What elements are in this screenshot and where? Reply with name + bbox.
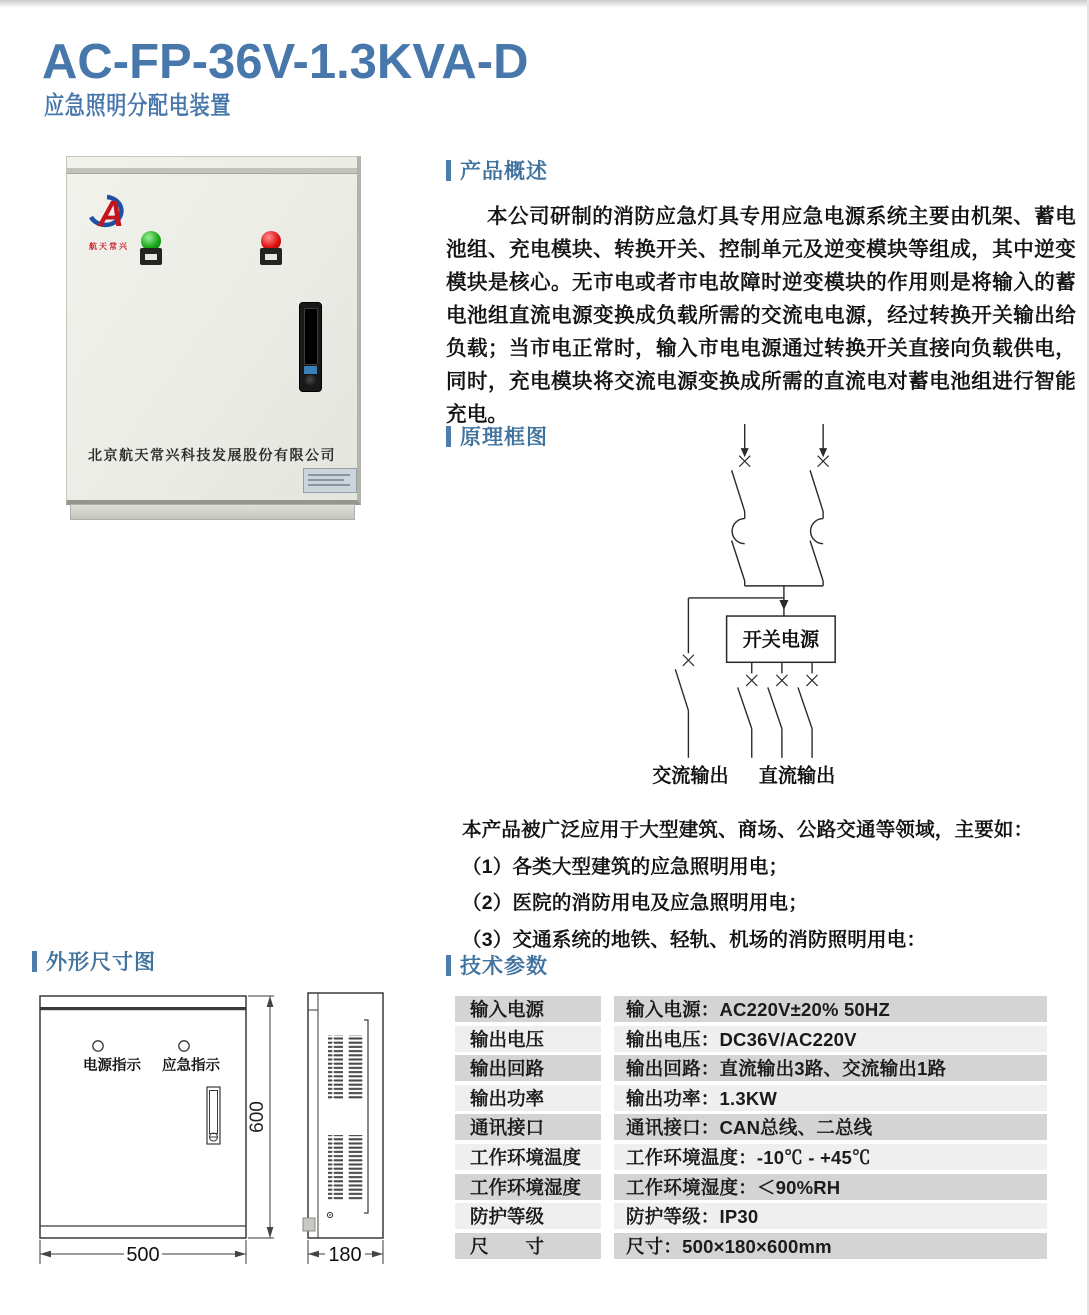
application-block [462, 812, 1047, 958]
spec-value: 输出功率：1.3KW [614, 1085, 1047, 1111]
switching-power-box-label: 开关电源 [742, 630, 820, 652]
section-bar [446, 426, 451, 447]
door-handle [299, 302, 322, 392]
principle-block-diagram [618, 421, 980, 793]
application-intro: 本产品被广泛应用于大型建筑、商场、公路交通等领域，主要如： [462, 819, 1034, 841]
nameplate-line [308, 484, 350, 486]
brand-logo-text: 航天常兴 [89, 242, 129, 251]
diagram-section-header [446, 421, 548, 451]
application-item: （3）交通系统的地铁、轻轨、机场的消防照明用电： [462, 928, 927, 951]
spec-row [455, 1144, 1047, 1170]
spec-name: 输出回路 [455, 1055, 601, 1081]
company-name-text: 北京航天常兴科技发展股份有限公司 [88, 449, 336, 464]
overview-section [446, 155, 1076, 431]
specs-section-header [446, 950, 548, 980]
spec-value: 通讯接口：CAN总线、二总线 [614, 1114, 1047, 1140]
product-model-title: AC-FP-36V-1.3KVA-D [42, 35, 529, 89]
spec-gap [601, 1144, 614, 1170]
spec-value: 输入电源：AC220V±20% 50HZ [614, 996, 1047, 1022]
power-indicator-label: 电源指示 [83, 1058, 141, 1074]
page-top-edge [0, 0, 1089, 8]
spec-value: 尺寸：500×180×600mm [614, 1233, 1047, 1259]
spec-row [455, 996, 1047, 1022]
section-title: 外形尺寸图 [46, 951, 156, 974]
product-photo [56, 152, 368, 526]
specs-table [455, 996, 1047, 1262]
diagram-section-header-wrap [446, 421, 548, 451]
spec-gap [601, 1085, 614, 1111]
spec-row [455, 1203, 1047, 1229]
svg-text:A: A [98, 193, 124, 234]
dimensions-section-header-wrap [32, 946, 156, 976]
section-bar [32, 951, 37, 972]
green-lamp-base [140, 248, 162, 265]
spec-row [455, 1114, 1047, 1140]
spec-row [455, 1055, 1047, 1081]
spec-row [455, 1085, 1047, 1111]
spec-gap [601, 1203, 614, 1229]
spec-gap [601, 1026, 614, 1052]
spec-gap [601, 1233, 614, 1259]
height-dimension-label: 600 [247, 1101, 268, 1133]
width-dimension-label: 500 [126, 1244, 160, 1266]
section-title: 产品概述 [460, 160, 548, 183]
spec-gap [601, 996, 614, 1022]
application-item: （2）医院的消防用电及应急照明用电； [462, 892, 808, 914]
section-bar [446, 955, 451, 976]
cabinet-front-panel [66, 156, 361, 505]
spec-name: 通讯接口 [455, 1114, 601, 1140]
emergency-indicator-label: 应急指示 [162, 1058, 220, 1074]
nameplate-label [303, 468, 357, 493]
spec-gap [601, 1055, 614, 1081]
spec-value: 输出回路：直流输出3路、交流输出1路 [614, 1055, 1047, 1081]
dc-output-label: 直流输出 [758, 765, 836, 787]
product-name-subtitle: 应急照明分配电装置 [44, 92, 232, 120]
side-view-drawing [288, 986, 413, 1284]
front-view-drawing [28, 986, 278, 1284]
red-lamp-tag [265, 254, 277, 260]
nameplate-line [308, 474, 350, 476]
spec-name: 工作环境湿度 [455, 1174, 601, 1200]
dimensions-section-header [32, 946, 156, 976]
spec-name: 工作环境温度 [455, 1144, 601, 1170]
application-item: （1）各类大型建筑的应急照明用电； [462, 855, 789, 878]
spec-name: 尺 寸 [455, 1233, 601, 1259]
spec-row [455, 1233, 1047, 1259]
brand-logo [83, 193, 135, 252]
green-lamp-tag [145, 254, 157, 260]
spec-name: 防护等级 [455, 1203, 601, 1229]
cabinet-top-strip [67, 168, 357, 174]
section-title: 技术参数 [460, 955, 548, 978]
specs-section-header-wrap [446, 950, 548, 980]
spec-name: 输出功率 [455, 1085, 601, 1111]
spec-value: 工作环境湿度：＜90%RH [614, 1174, 1047, 1200]
section-title: 原理框图 [460, 426, 548, 449]
door-handle-label [304, 366, 317, 374]
spec-row [455, 1174, 1047, 1200]
spec-gap [601, 1114, 614, 1140]
spec-value: 防护等级：IP30 [614, 1203, 1047, 1229]
overview-section-header [446, 155, 1076, 185]
nameplate-line [308, 479, 344, 481]
spec-name: 输出电压 [455, 1026, 601, 1052]
cabinet-pedestal [70, 504, 355, 520]
section-bar [446, 160, 451, 181]
spec-value: 工作环境温度：-10℃ - +45℃ [614, 1144, 1047, 1170]
door-lock-knob [305, 375, 316, 386]
spec-row [455, 1026, 1047, 1052]
door-handle-slot [304, 308, 318, 365]
spec-name: 输入电源 [455, 996, 601, 1022]
overview-paragraph: 本公司研制的消防应急灯具专用应急电源系统主要由机架、蓄电池组、充电模块、转换开关、控制单元及逆变模块等组成，其中逆变模块是核心。无市电或者市电故障时逆变模块的作用则是将输入的蓄电池组直流电源变换成负载所需的交流电电源，经过转换开关输出给负载；当市电正常时，输入市电电源通过转换开关直接向负载供电，同时，充电模块将交流电源变换成所需的直流电对蓄电池组进行智能充电。 [446, 205, 1076, 426]
ac-output-label: 交流输出 [652, 765, 729, 787]
red-lamp-base [260, 248, 282, 265]
brand-logo-icon [83, 193, 135, 235]
spec-value: 输出电压：DC36V/AC220V [614, 1026, 1047, 1052]
depth-dimension-label: 180 [328, 1244, 362, 1266]
spec-gap [601, 1174, 614, 1200]
